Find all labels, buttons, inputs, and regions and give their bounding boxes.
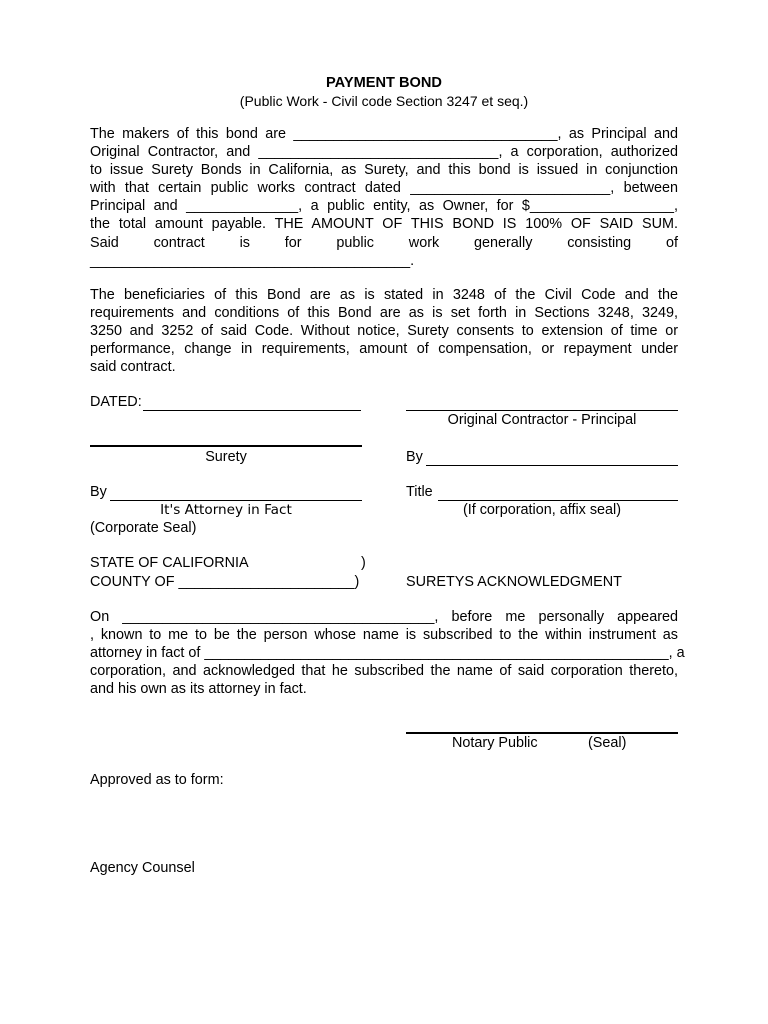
beneficiaries-line: 3250 and 3252 of said Code. Without notice, Surety consents to extension of time or xyxy=(90,323,678,340)
agency-counsel-label: Agency Counsel xyxy=(90,860,195,876)
dated-signature-line[interactable] xyxy=(143,410,361,411)
by-label-left: By xyxy=(90,484,107,500)
acknowledgment-paragraph xyxy=(90,608,685,698)
intro-paragraph xyxy=(90,125,678,270)
beneficiaries-line: performance, change in requirements, amount of compensation, or repayment under xyxy=(90,341,678,358)
acknowledgment-line: On _______________________________________, before me personally appeared xyxy=(90,609,678,625)
acknowledgment-line: , known to me to be the person whose name is subscribed to the within instrument as xyxy=(90,627,678,644)
acknowledgment-heading: SURETYS ACKNOWLEDGMENT xyxy=(406,574,622,590)
beneficiaries-line: requirements and conditions of this Bond are as is set forth in Sections 3248, 3249, xyxy=(90,305,678,322)
attorney-label: It's Attorney in Fact xyxy=(160,502,292,518)
intro-line: the total amount payable. THE AMOUNT OF THIS BOND IS 100% OF SAID SUM. xyxy=(90,216,678,233)
approved-label: Approved as to form: xyxy=(90,772,224,788)
notary-label: Notary Public xyxy=(452,735,538,751)
intro-line: Said contract is for public work generally consisting of xyxy=(90,234,678,251)
contractor-label: Original Contractor - Principal xyxy=(447,412,637,428)
by-label-right: By xyxy=(406,449,423,465)
intro-line: Original Contractor, and ______________________________, a corporation, authorized xyxy=(90,144,678,161)
document-title: PAYMENT BOND xyxy=(326,75,442,91)
acknowledgment-last-line: and his own as its attorney in fact. xyxy=(90,681,307,698)
beneficiaries-paragraph xyxy=(90,286,678,376)
beneficiaries-line: The beneficiaries of this Bond are as is stated in 3248 of the Civil Code and the xyxy=(90,287,678,303)
state-label: STATE OF CALIFORNIA xyxy=(90,555,249,571)
dated-label: DATED: xyxy=(90,394,142,410)
title-label: Title xyxy=(406,484,433,500)
corporate-seal-label: (Corporate Seal) xyxy=(90,520,197,536)
document-subtitle: (Public Work - Civil code Section 3247 et seq.) xyxy=(239,93,529,109)
state-paren: ) xyxy=(361,555,366,571)
acknowledgment-line: corporation, and acknowledged that he subscribed the name of said corporation thereto, xyxy=(90,663,678,680)
county-label: COUNTY OF ______________________) xyxy=(90,574,360,590)
beneficiaries-last-line: said contract. xyxy=(90,359,176,376)
affix-seal-label: (If corporation, affix seal) xyxy=(462,502,622,518)
by-right-signature-line[interactable] xyxy=(426,465,678,466)
notary-signature-line[interactable] xyxy=(406,732,678,734)
intro-line: The makers of this bond are _________________________________, as Principal and xyxy=(90,126,678,142)
intro-line: to issue Surety Bonds in California, as Surety, and this bond is issued in conjunction xyxy=(90,162,678,179)
intro-line: with that certain public works contract dated _________________________, between xyxy=(90,180,678,197)
intro-line: Principal and ______________, a public entity, as Owner, for $__________________, xyxy=(90,198,678,215)
intro-last-line: ________________________________________. xyxy=(90,252,415,269)
notary-seal-label: (Seal) xyxy=(588,735,627,751)
surety-signature-line[interactable] xyxy=(90,445,362,447)
acknowledgment-line: attorney in fact of __________________________________________________________, a xyxy=(90,645,685,662)
surety-label: Surety xyxy=(205,449,247,465)
